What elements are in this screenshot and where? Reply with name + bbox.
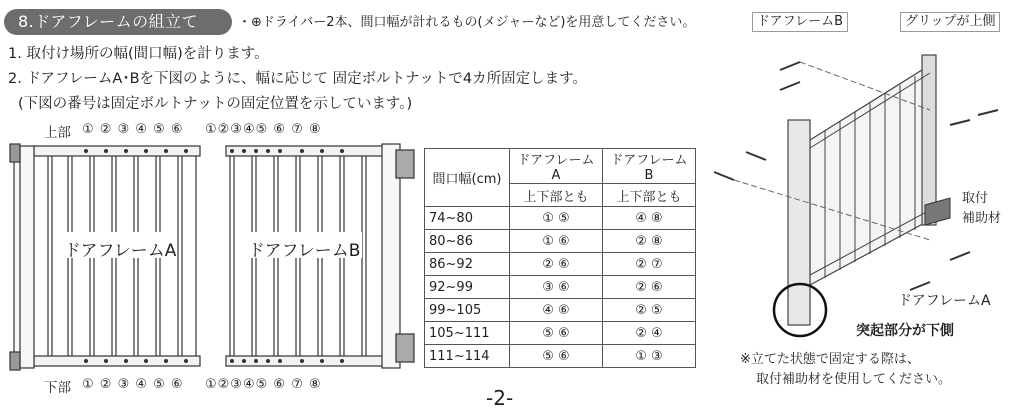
- table-row: [425, 253, 696, 276]
- table-cell-range: 86~92: [425, 253, 510, 276]
- label-grip: グリップが上側: [900, 12, 1000, 32]
- step-1: 1. 取付け場所の幅(間口幅)を計ります。: [8, 46, 269, 62]
- table-cell-range: 99~105: [425, 299, 510, 322]
- frame-a-top-label: 上部: [44, 125, 71, 141]
- frame-b-name: ドアフレームB: [248, 241, 361, 261]
- page-number: -2-: [486, 386, 514, 410]
- table-cell-a: ⑤ ⑥: [510, 345, 603, 368]
- table-cell-b: ② ④: [603, 322, 696, 345]
- label-frame-a: ドアフレームA: [894, 292, 995, 310]
- label-aux-2: 補助材: [958, 210, 1005, 228]
- table-row: [425, 345, 696, 368]
- table-subheader-a: 上下部とも: [510, 184, 603, 207]
- frame-a-top-positions: ① ② ③ ④ ⑤ ⑥: [82, 122, 184, 137]
- table-subheader-b: 上下部とも: [603, 184, 696, 207]
- bottom-note-line-1: ※立てた状態で固定する際は、: [740, 352, 920, 367]
- table-cell-range: 92~99: [425, 276, 510, 299]
- preparation-note: ・⊕ドライバー2本、間口幅が計れるもの(メジャーなど)を用意してください。: [238, 15, 696, 30]
- table-cell-b: ④ ⑧: [603, 207, 696, 230]
- table-cell-a: ③ ⑥: [510, 276, 603, 299]
- frame-a-bottom-positions: ① ② ③ ④ ⑤ ⑥: [82, 377, 184, 392]
- table-cell-b: ② ⑤: [603, 299, 696, 322]
- table-cell-range: 80~86: [425, 230, 510, 253]
- table-row: [425, 276, 696, 299]
- frame-a-bottom-label: 下部: [44, 380, 71, 396]
- table-row: [425, 230, 696, 253]
- table-cell-a: ① ⑤: [510, 207, 603, 230]
- label-protrusion: 突起部分が下側: [852, 322, 958, 340]
- step-2-note: (下図の番号は固定ボルトナットの固定位置を示しています。): [18, 96, 413, 112]
- table-cell-b: ② ⑥: [603, 276, 696, 299]
- frame-b-top-positions: ①②③④⑤ ⑥ ⑦ ⑧: [205, 122, 322, 137]
- table-cell-b: ② ⑦: [603, 253, 696, 276]
- table-cell-a: ④ ⑥: [510, 299, 603, 322]
- frame-a-name: ドアフレームA: [64, 241, 177, 261]
- bottom-note-line-2: 取付補助材を使用してください。: [756, 372, 952, 387]
- frame-b-bottom-positions: ①②③④⑤ ⑥ ⑦ ⑧: [205, 377, 322, 392]
- table-row: [425, 299, 696, 322]
- table-cell-a: ① ⑥: [510, 230, 603, 253]
- table-header-frame-b: ドアフレームB: [603, 149, 696, 184]
- table-cell-range: 105~111: [425, 322, 510, 345]
- table-header-width: 間口幅(cm): [425, 149, 510, 207]
- table-cell-a: ② ⑥: [510, 253, 603, 276]
- section-title: 8.ドアフレームの組立て: [4, 9, 232, 35]
- table-cell-range: 111~114: [425, 345, 510, 368]
- table-row: [425, 322, 696, 345]
- table-cell-b: ② ⑧: [603, 230, 696, 253]
- width-table: [424, 148, 696, 368]
- step-2: 2. ドアフレームA･Bを下図のように、幅に応じて 固定ボルトナットで4カ所固定します。: [8, 71, 587, 87]
- label-frame-b: ドアフレームB: [752, 12, 848, 32]
- table-header-frame-a: ドアフレームA: [510, 149, 603, 184]
- table-row: [425, 207, 696, 230]
- table-cell-a: ⑤ ⑥: [510, 322, 603, 345]
- label-aux-1: 取付: [958, 190, 992, 208]
- table-cell-b: ① ③: [603, 345, 696, 368]
- table-cell-range: 74~80: [425, 207, 510, 230]
